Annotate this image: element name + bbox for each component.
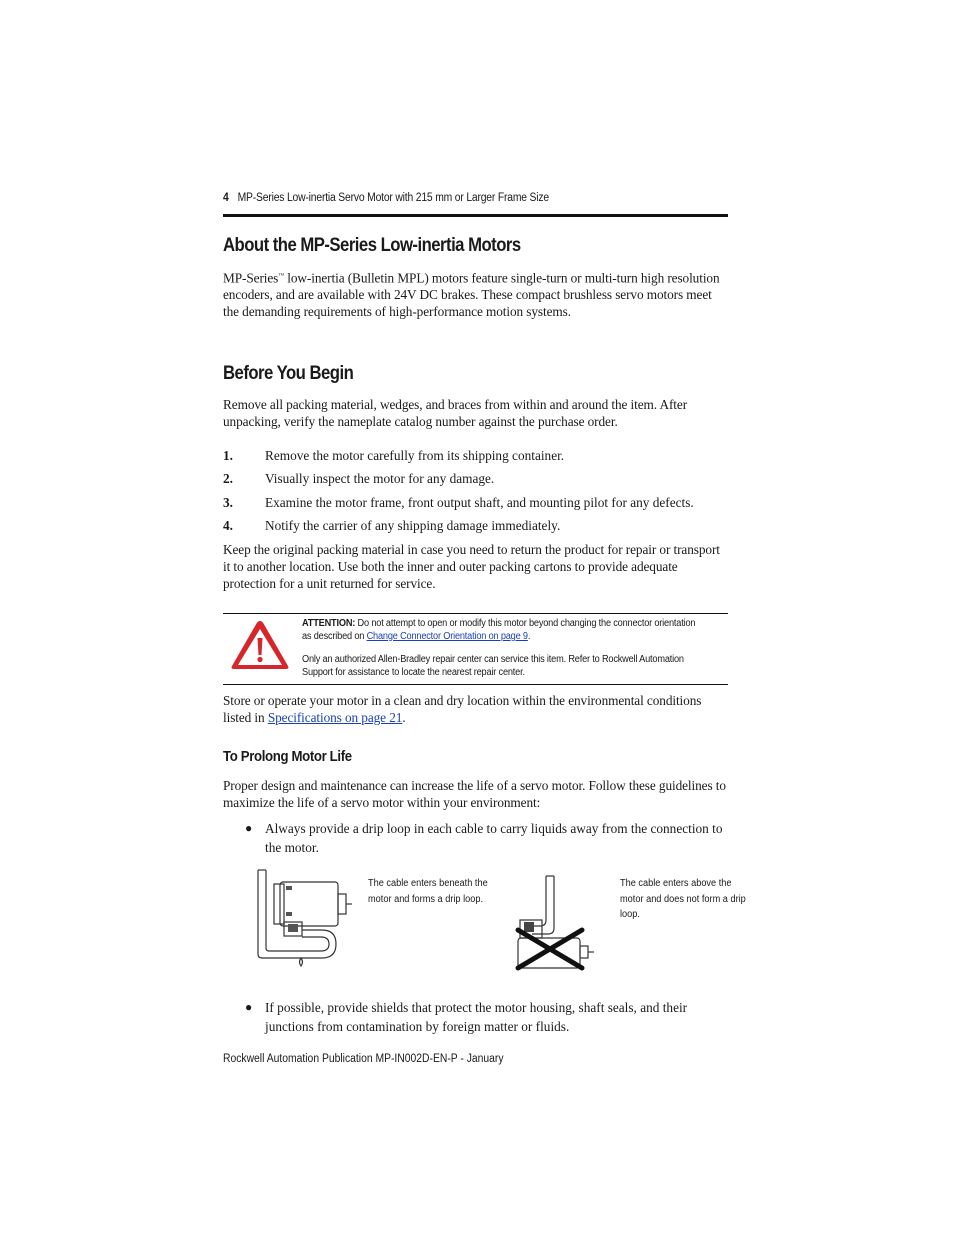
specifications-link[interactable]: Specifications on page 21 (267, 710, 403, 725)
attention-label: ATTENTION: (302, 618, 356, 629)
section-heading-before: Before You Begin (223, 363, 354, 384)
store-paragraph (223, 692, 728, 726)
step-number: 1. (223, 448, 233, 463)
warning-triangle-icon (229, 618, 291, 672)
page-number: 4 (223, 192, 229, 204)
bullet-dot: ● (245, 821, 253, 835)
attention-body: Do not attempt to open or modify this motor beyond changing the connector orientation as described on (302, 618, 696, 642)
attention-text-2: Only an authorized Allen-Bradley repair center can service this item. Refer to Rockwell Automation Support for assistance to locate the nearest repair center. (302, 654, 684, 678)
step-text: Notify the carrier of any shipping damage immediately. (265, 518, 561, 533)
subsection-heading-prolong: To Prolong Motor Life (223, 748, 352, 765)
trademark-mark: ™ (278, 273, 285, 279)
about-paragraph (223, 268, 728, 320)
step-number: 2. (223, 471, 233, 486)
before-intro-paragraph: Remove all packing material, wedges, and braces from within and around the item. After unpacking, verify the nameplate catalog number against the purchase order. (223, 397, 688, 429)
running-header (223, 192, 678, 204)
step-text: Remove the motor carefully from its shipping container. (265, 448, 565, 463)
header-rule (223, 214, 728, 217)
step-text: Visually inspect the motor for any damage. (265, 471, 495, 486)
caption-bad-no-drip-loop: The cable enters above the motor and does not form a drip loop. (620, 878, 746, 920)
about-text-body: low-inertia (Bulletin MPL) motors feature single-turn or multi-turn high resolution encoders, and are available with 24V DC brakes. These compact brushless servo motors meet the demanding requirements of high-performance motion systems. (223, 270, 720, 320)
step-number: 4. (223, 518, 233, 533)
header-title: MP-Series Low-inertia Servo Motor with 215 mm or Larger Frame Size (237, 192, 549, 204)
connector-orientation-link[interactable]: Change Connector Orientation on page 9 (366, 631, 528, 642)
prolong-intro-paragraph: Proper design and maintenance can increase the life of a servo motor. Follow these guidelines to maximize the life of a servo motor within your environment: (223, 778, 726, 810)
attention-rule-bottom (223, 684, 728, 685)
bullet-dot: ● (245, 1000, 253, 1014)
store-text: Store or operate your motor in a clean and dry location within the environmental conditions listed in (223, 693, 702, 725)
step-text: Examine the motor frame, front output shaft, and mounting pilot for any defects. (265, 495, 694, 510)
section-heading-about: About the MP-Series Low-inertia Motors (223, 235, 521, 256)
bullet-text-shields (265, 998, 728, 1036)
drip-loop-figure (250, 862, 746, 974)
page-footer: Rockwell Automation Publication MP-IN002D-EN-P - January (223, 1053, 504, 1065)
attention-text-1 (302, 617, 698, 643)
shields-period: . (565, 1019, 570, 1034)
shields-text: If possible, provide shields that protect the motor housing, shaft seals, and their junctions from contamination by foreign matter or fluids (265, 1000, 688, 1034)
keep-packing-paragraph: Keep the original packing material in case you need to return the product for repair or transport it to another location. Use both the inner and outer packing cartons to provide adequate protection for a unit returned for service. (223, 542, 720, 591)
store-period: . (402, 710, 406, 725)
attention-rule-top (223, 613, 728, 614)
attention-period: . (527, 631, 531, 642)
about-text-series: MP-Series (223, 270, 279, 286)
step-number: 3. (223, 495, 233, 510)
bullet-text-drip-loop: Always provide a drip loop in each cable to carry liquids away from the connection to the motor. (265, 821, 723, 855)
caption-good-drip-loop: The cable enters beneath the motor and forms a drip loop. (368, 878, 488, 905)
